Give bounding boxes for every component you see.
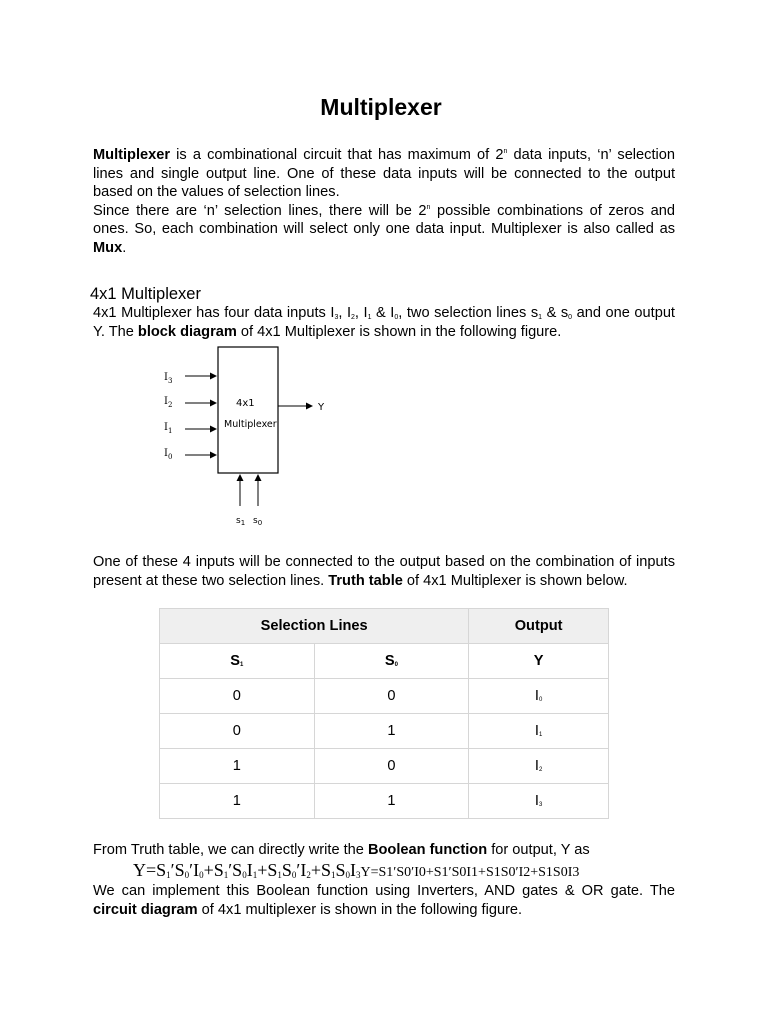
- sec-bold: block diagram: [137, 323, 237, 340]
- header-output: Output: [469, 609, 609, 644]
- intro-p2-a: Since there are ‘n’ selection lines, there will be 2: [93, 202, 427, 219]
- cell-s0: 1: [314, 784, 469, 819]
- cell-s1: 1: [160, 749, 315, 784]
- intro-paragraph: [93, 146, 675, 257]
- sec-comma: , I: [338, 305, 352, 321]
- label-s1: $s_1$: [236, 516, 246, 527]
- circuit-intro-b: of 4x1 multiplexer is shown in the following figure.: [197, 901, 523, 918]
- cell-s0: 1: [314, 714, 469, 749]
- equation-plain: Y=S1′S0′I0+S1′S0I1+S1S0′I2+S1S0I3: [360, 865, 580, 880]
- label-i2: $I_2$: [164, 396, 173, 409]
- sec-s1: 1: [367, 314, 372, 321]
- label-i1: $I_1$: [164, 422, 173, 435]
- cell-y: $I_3$: [469, 784, 609, 819]
- circuit-intro-bold: circuit diagram: [93, 901, 198, 918]
- box-label-2: Multiplexer: [224, 419, 277, 430]
- boolean-intro-paragraph: [93, 841, 675, 860]
- cell-y: $I_0$: [469, 679, 609, 714]
- table-row: [160, 784, 609, 819]
- intro-p2-b: possible combinations of zeros and ones. So, each combination will select only one data input. Multiplexer is also called as: [93, 202, 675, 237]
- cell-y: $I_1$: [469, 714, 609, 749]
- intro-text-2: data inputs, ‘n’ selection lines and single output line. One of these data inputs will be connected to the output based on the values of selection lines.: [93, 147, 675, 200]
- sec-ss1: 1: [538, 314, 543, 321]
- boolean-equation: $Y=S_1'S_0'I_0+S_1'S_0I_1+S_1S_0'I_2+S_1S_0I_3Y=S1'S0'I0+S1'S0I1+S1S0'I2+S1S0I3$: [133, 860, 580, 880]
- sec-b: , two selection lines s: [398, 305, 539, 321]
- sec-s0: 0: [394, 314, 399, 321]
- intro-text-1: is a combinational circuit that has maximum of 2: [170, 147, 504, 163]
- cell-s0: 0: [314, 749, 469, 784]
- label-output: Y: [318, 402, 325, 413]
- label-i0: $I_0$: [164, 448, 173, 461]
- sec-a: 4x1 Multiplexer has four data inputs I: [93, 305, 335, 321]
- page-title: Multiplexer: [320, 94, 442, 120]
- col-s1: $S_1$: [160, 644, 315, 679]
- block-diagram: [140, 346, 340, 536]
- table-row: [160, 679, 609, 714]
- cell-y: $I_2$: [469, 749, 609, 784]
- cell-s0: 0: [314, 679, 469, 714]
- intro-term: Multiplexer: [93, 147, 171, 163]
- cell-s1: 1: [160, 784, 315, 819]
- table-subheader-row: [160, 644, 609, 679]
- header-selection-lines: Selection Lines: [160, 609, 469, 644]
- sec-ss0: 0: [568, 314, 573, 321]
- circuit-intro-paragraph: [93, 882, 675, 919]
- truth-intro-bold: Truth table: [328, 572, 403, 589]
- truth-intro-paragraph: [93, 553, 675, 590]
- col-s0: $S_0$: [314, 644, 469, 679]
- intro-mux: Mux: [93, 239, 123, 256]
- boolean-intro-a: From Truth table, we can directly write the: [93, 842, 368, 858]
- sec-c: and one output Y. The: [93, 305, 675, 340]
- sec-comma2: , I: [354, 305, 368, 321]
- boolean-intro-bold: Boolean function: [367, 842, 488, 858]
- intro-sup: n: [503, 148, 508, 155]
- mux-box: [218, 347, 278, 473]
- table-row: [160, 749, 609, 784]
- boolean-intro-b: for output, Y as: [487, 842, 590, 858]
- section-paragraph: [93, 304, 675, 341]
- truth-table: [159, 608, 609, 819]
- cell-s1: 0: [160, 679, 315, 714]
- circuit-intro-a: We can implement this Boolean function using Inverters, AND gates & OR gate. The: [93, 883, 675, 899]
- intro-period: .: [122, 239, 127, 256]
- sec-s2: 2: [351, 314, 355, 321]
- truth-intro-a: One of these 4 inputs will be connected to the output based on the combination of inputs present at these two selection lines.: [93, 554, 675, 589]
- sec-amp: & I: [371, 305, 395, 321]
- section-heading: 4x1 Multiplexer: [90, 285, 201, 303]
- table-row: [160, 714, 609, 749]
- label-s0: $s_0$: [253, 516, 263, 527]
- sec-amp2: & s: [542, 305, 569, 321]
- sec-d: of 4x1 Multiplexer is shown in the following figure.: [236, 323, 562, 340]
- col-y: Y: [469, 644, 609, 679]
- table-header-row: [160, 609, 609, 644]
- label-i3: $I_3$: [164, 372, 173, 385]
- sec-s3: 3: [334, 314, 339, 321]
- intro-p2-sup: n: [426, 203, 431, 211]
- cell-s1: 0: [160, 714, 315, 749]
- truth-intro-b: of 4x1 Multiplexer is shown below.: [402, 572, 628, 589]
- box-label-1: 4x1: [236, 398, 255, 409]
